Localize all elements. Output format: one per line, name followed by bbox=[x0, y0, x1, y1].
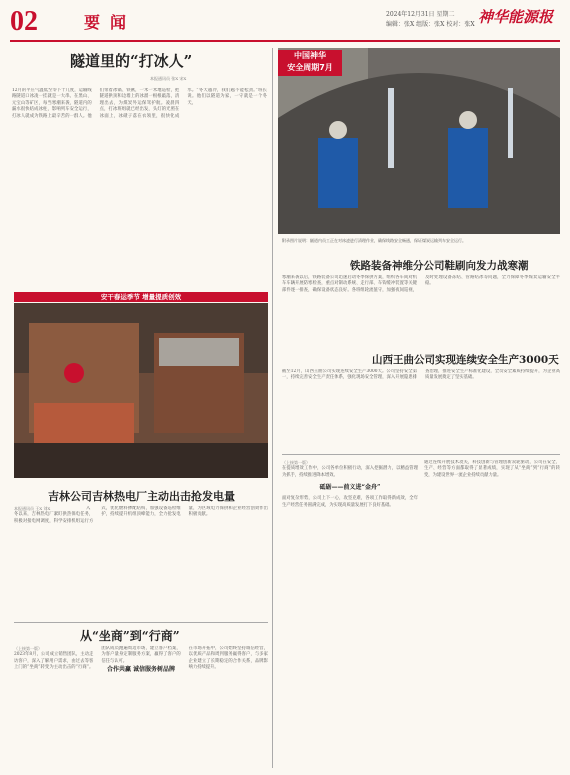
section-banner bbox=[14, 292, 268, 302]
article3-headline: 山西王曲公司实现连续安全生产3000天 bbox=[372, 354, 559, 366]
article1-body: 12月的平庄气温低至零下十几度，运输线路隧道口冰凌一挂就是一大串。在黑山、元宝山等矿区，每当寒潮来袭，隧道内的漏水很快结成冰柱，影响列车安全运行，打冰人就成为铁路上最辛苦的一群人。他们带着冰镐、铁锹，一米一米地巡检，把隧道拱顶和边墙上的冰溜一根根敲落，清理出去，为煤炭外运保驾护航。凌晨四点，打冰班组就已经出发，头灯的光照在冰面上，冰碴子落在衣领里，很快化成水。“冬天越冷，我们越不能松劲。”班长说。他们以隧道为家，一守就是一个冬天。 bbox=[12, 88, 267, 119]
column-divider bbox=[272, 48, 273, 768]
badge-line-1: 中国神华 bbox=[294, 51, 326, 60]
article7-body: 通过连续开展技术攻关，科技创新与管理创新双轮驱动，公司在安全、生产、经营等方面都取得了显著成绩，实现了从“坐商”到“行商”的转变，为建设世界一流企业持续贡献力量。 bbox=[424, 460, 560, 478]
article5-subtext: 在市场开拓中，公司始终坚持诚信经营，以优质产品和周到服务赢得客户，与多家企业建立了长期稳定的合作关系，品牌影响力持续提升。 bbox=[188, 646, 268, 671]
article1-headline: 隧道里的“打冰人” bbox=[70, 52, 193, 70]
article6-body bbox=[282, 460, 418, 760]
section-title: 要闻 bbox=[84, 13, 137, 32]
article5-body bbox=[14, 646, 268, 756]
article5-text: 2023年8月，公司成立销售团队，主动走访客户，深入了解用户需求，由过去等客上门的“坐商”转变为主动出击的“行商”。团队成员跑遍周边市场，建立客户档案，为客户量身定制服务方案，赢得了客户的信任与认可。 bbox=[14, 646, 181, 671]
article2-body: 寒潮来袭以后，铁路装备公司迅速启动冬季保供方案，组织各车间对机车车辆开展防寒检查，重点对制动系统、走行部、车钩缓冲装置等关键部件逐一排查，确保设备状态良好。各班组轮流值守，加强夜间巡视，及时处理设备冻结、管路结冰等问题，全力保障冬季煤炭运输安全平稳。 bbox=[282, 275, 560, 293]
article2-headline: 铁路装备神维分公司鞋刷向发力战寒潮 bbox=[350, 260, 529, 272]
article6-subtext: 面对复杂形势，公司上下一心，攻坚克难，各项工作取得新成效，全年生产经营任务圆满完成，为实现高质量发展打下良好基础。 bbox=[282, 496, 418, 508]
article4-body: 入冬以来，吉林热电厂紧盯供热保电任务，积极对接电网调度，科学安排机组运行方式，优化燃料掺配结构，加强设备巡检维护，持续提升机组顶峰能力，全力抢发电量，为区域电力保供和企业经营创效作出积极贡献。 bbox=[14, 506, 268, 524]
issue-date: 2024年12月31日 星期二 bbox=[386, 11, 455, 18]
editor-credits: 编辑：张X 组版：张X 校对：张X bbox=[386, 21, 475, 28]
article4-headline: 吉林公司吉林热电厂主动出击抢发电量 bbox=[48, 490, 235, 503]
section-banner-label: 安干春运季节 增量提质创效 bbox=[100, 293, 182, 301]
article6-byline: （上接第一版） bbox=[282, 460, 310, 465]
article5-byline: （上接第一版） bbox=[14, 646, 42, 651]
header-rule bbox=[10, 40, 560, 42]
article4-byline: 本报通讯员 王X 刘X bbox=[14, 506, 51, 511]
campaign-badge bbox=[278, 50, 342, 76]
section-divider-left bbox=[14, 622, 268, 623]
photo-caption: 附录图片说明：隧道内员工正在对冰凌进行清理作业，确保线路安全畅通，保证煤炭运输列车安全运行。 bbox=[282, 238, 466, 243]
article6-text: 在提质增效工作中，公司各单位积极行动，深入挖掘潜力，以精益管理为抓手，持续推进降本增效。 bbox=[282, 466, 418, 478]
section-divider-right bbox=[282, 454, 560, 455]
article3-body: 截至12月，山西王曲公司实现连续安全生产3000天。公司坚持安全第一，持续完善安全生产责任体系，强化现场安全管理，深入开展隐患排查治理，推进安全生产标准化建设，全员安全素质持续提升，为企业高质量发展奠定了坚实基础。 bbox=[282, 369, 560, 381]
article5-headline: 从“坐商”到“行商” bbox=[80, 629, 180, 643]
article1-byline: 本报通讯员 张X 宋X bbox=[150, 76, 187, 81]
article5-subhead: 合作共赢 诚信服务树品牌 bbox=[106, 666, 176, 674]
badge-line-2: 安全周期7月 bbox=[287, 63, 333, 72]
power-plant-photo bbox=[14, 303, 268, 478]
page-number: 02 bbox=[10, 6, 38, 37]
article6-subhead: 砥砺——前义进“金舟” bbox=[319, 484, 381, 492]
newspaper-logo: 神华能源报 bbox=[478, 8, 554, 26]
